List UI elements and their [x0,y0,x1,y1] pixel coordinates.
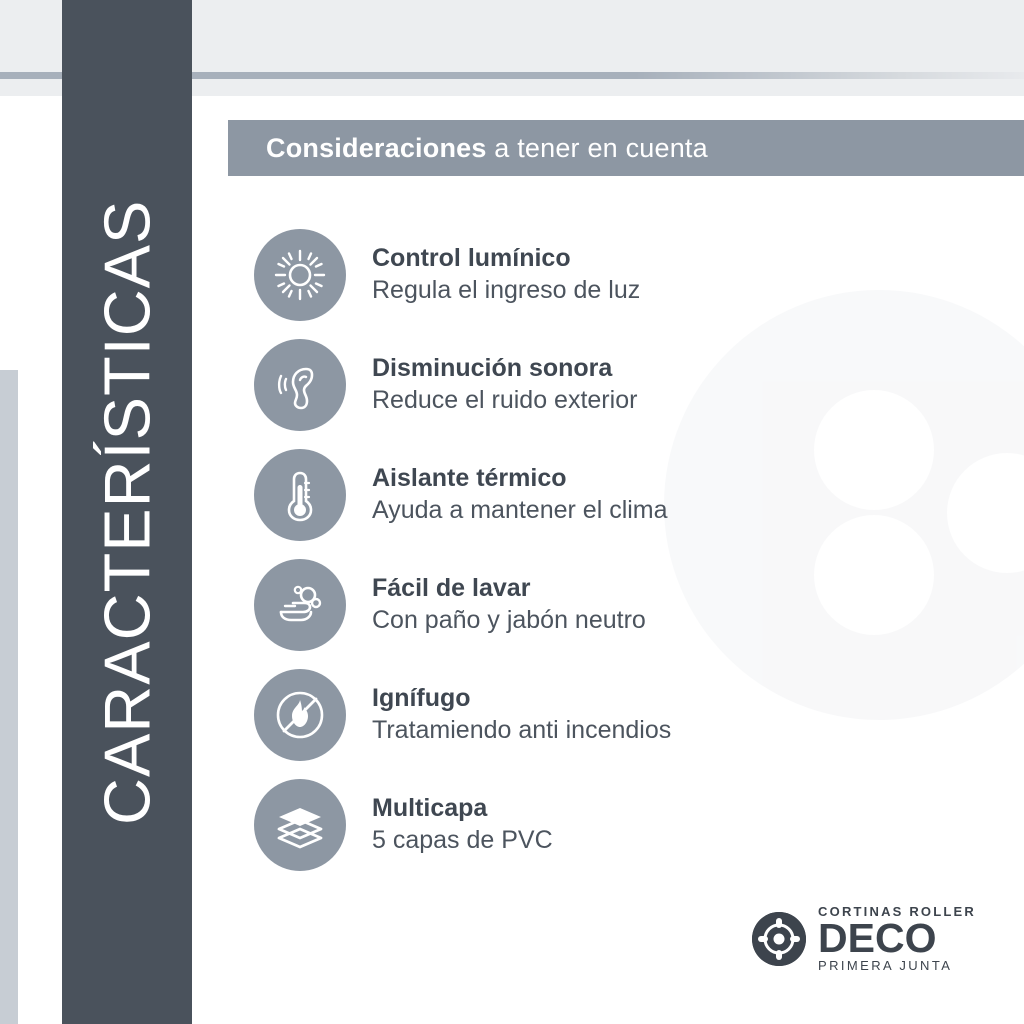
layers-icon [254,779,346,871]
list-item-subtitle: Regula el ingreso de luz [372,276,641,305]
list-item-text [346,354,637,417]
list-item-subtitle: 5 capas de PVC [372,826,553,855]
list-item [254,448,954,542]
list-item-subtitle: Reduce el ruido exterior [372,386,638,415]
list-item-text [346,574,646,637]
flame-shield-icon [254,669,346,761]
thermometer-icon [254,449,346,541]
list-item-title: Ignífugo [372,683,471,712]
hand-wash-icon [254,559,346,651]
list-item-text [346,794,553,857]
page-title-vertical: CARACTERÍSTICAS [90,199,164,825]
list-item-text [346,684,671,747]
section-header-text [228,133,708,164]
list-item-text [346,244,640,307]
list-item-text [346,464,668,527]
brand-logo [752,905,976,972]
ear-sound-icon [254,339,346,431]
logo-wordmark [818,905,976,972]
logo-bottom-line: PRIMERA JUNTA [818,958,953,973]
feature-list [254,228,954,888]
list-item-title: Multicapa [372,793,488,822]
logo-mark-icon [752,912,806,966]
section-header-band [228,120,1024,176]
sun-icon [254,229,346,321]
list-item-subtitle: Ayuda a mantener el clima [372,496,668,525]
list-item [254,778,954,872]
list-item-title: Aislante térmico [372,463,567,492]
left-accent-strip [0,370,18,1024]
list-item-subtitle: Tratamiendo anti incendios [372,716,672,745]
section-header-rest: a tener en cuenta [486,132,708,163]
list-item [254,338,954,432]
list-item [254,558,954,652]
section-header-bold: Consideraciones [266,132,487,163]
list-item-title: Control lumínico [372,243,571,272]
list-item [254,228,954,322]
list-item-title: Fácil de lavar [372,573,531,602]
list-item-title: Disminución sonora [372,353,613,382]
list-item [254,668,954,762]
logo-top-line: CORTINAS ROLLER [818,904,976,920]
list-item-subtitle: Con paño y jabón neutro [372,606,646,635]
logo-name: DECO [818,915,937,962]
